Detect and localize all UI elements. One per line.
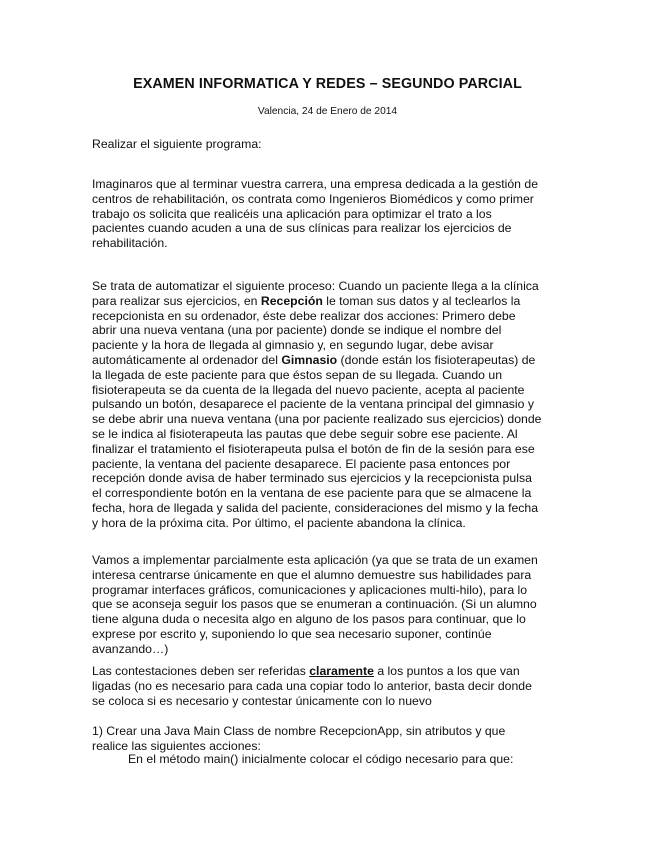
intro-paragraph: Realizar el siguiente programa: [92,137,262,151]
text-line: paciente y la hora de llegada al gimnasio y, en segundo lugar, debe avisar [92,338,494,353]
step-1-paragraph [92,724,572,754]
text-line: recepción donde avisa de haber terminado sus ejercicios y la recepcionista pulsa [92,471,532,486]
text-line: tiene alguna duda o necesita algo en alguno de los pasos para continuar, que lo [92,612,526,627]
text-line [92,294,572,309]
text-run: le toman sus datos y al teclearlos la [322,293,521,308]
text-line: fecha, hora de llegada y salida del paciente, consideraciones del mismo y la fecha [92,500,539,515]
bold-term-recepcion: Recepción [260,293,323,308]
text-line: interesa centrarse únicamente en que el alumno demuestre sus habilidades para [92,567,532,582]
text-run: para realizar sus ejercicios, en [92,293,261,308]
text-run: Las contestaciones deben ser referidas [92,664,310,678]
text-line: pulsando un botón, desaparece el paciente de la ventana principal del gimnasio y [92,397,534,412]
text-run: a los puntos a los que van [373,664,520,678]
text-line: paciente, la ventana del paciente desaparece. El paciente pasa entonces por [92,456,511,471]
implementation-paragraph [92,553,572,657]
text-line: que se aconseja seguir los pasos que se enumeran a continuación. (Si un alumno [92,597,537,612]
text-line: ligadas (no es necesario para cada una copiar todo lo anterior, basta decir donde [92,678,532,693]
text-line: fisioterapeuta se da cuenta de la llegada del nuevo paciente, acepta al paciente [92,382,525,397]
text-line: se debe abrir una nueva ventana (una por paciente realizado sus ejercicios) donde [92,412,542,427]
text-line: pacientes cuando acuden a una de sus clínicas para realizar los ejercicios de [92,221,512,236]
text-line: 1) Crear una Java Main Class de nombre RecepcionApp, sin atributos y que [92,724,506,738]
main-method-instruction: En el método main() inicialmente colocar el código necesario para que: [128,752,514,766]
text-line: y hora de la próxima cita. Por último, el paciente abandona la clínica. [92,515,466,530]
text-line: avanzando…) [92,641,169,656]
process-paragraph [92,279,572,531]
text-line: exprese por escrito y, suponiendo lo que sea necesario suponer, continúe [92,626,492,641]
text-line: la llegada de este paciente para que éstos sepan de su llegada. Cuando un [92,367,503,382]
bold-term-gimnasio: Gimnasio [281,352,338,367]
text-line: realice las siguientes acciones: [92,738,261,753]
text-line: trabajo os solicita que realicéis una aplicación para optimizar el trato a los [92,206,492,221]
text-line [92,664,572,679]
text-line: se coloca si es necesario y contestar únicamente con lo nuevo [92,693,432,708]
date-line: Valencia, 24 de Enero de 2014 [257,106,398,117]
text-line: Vamos a implementar parcialmente esta aplicación (ya que se trata de un examen [92,553,538,567]
text-line: Imaginaros que al terminar vuestra carrera, una empresa dedicada a la gestión de [92,177,539,191]
text-line: centros de rehabilitación, os contrata como Ingenieros Biomédicos y como primer [92,191,534,206]
context-paragraph [92,177,572,251]
text-line: se le indica al fisioterapeuta las pautas que debe seguir sobre ese paciente. Al [92,426,518,441]
underlined-term-claramente: claramente [309,664,374,678]
text-line: el correspondiente botón en la ventana de ese paciente para que se almacene la [92,486,532,501]
text-run: automáticamente al ordenador del [92,352,282,367]
answers-paragraph [92,664,572,708]
text-line: finalizar el tratamiento el fisioterapeuta pulsa el botón de fin de la sesión para ese [92,441,535,456]
text-line: rehabilitación. [92,236,168,251]
text-line: recepcionista en su ordenador, éste debe realizar dos acciones: Primero debe [92,308,516,323]
document-title: EXAMEN INFORMATICA Y REDES – SEGUNDO PARCIAL [133,76,522,92]
text-line: abrir una nueva ventana (una por paciente) donde se indique el nombre del [92,323,502,338]
text-run: (donde están los fisioterapeutas) de [337,352,536,367]
text-line: Se trata de automatizar el siguiente proceso: Cuando un paciente llega a la clínica [92,279,539,293]
text-line: programar interfaces gráficos, comunicaciones y aplicaciones multi-hilo), para lo [92,582,528,597]
text-line [92,353,572,368]
